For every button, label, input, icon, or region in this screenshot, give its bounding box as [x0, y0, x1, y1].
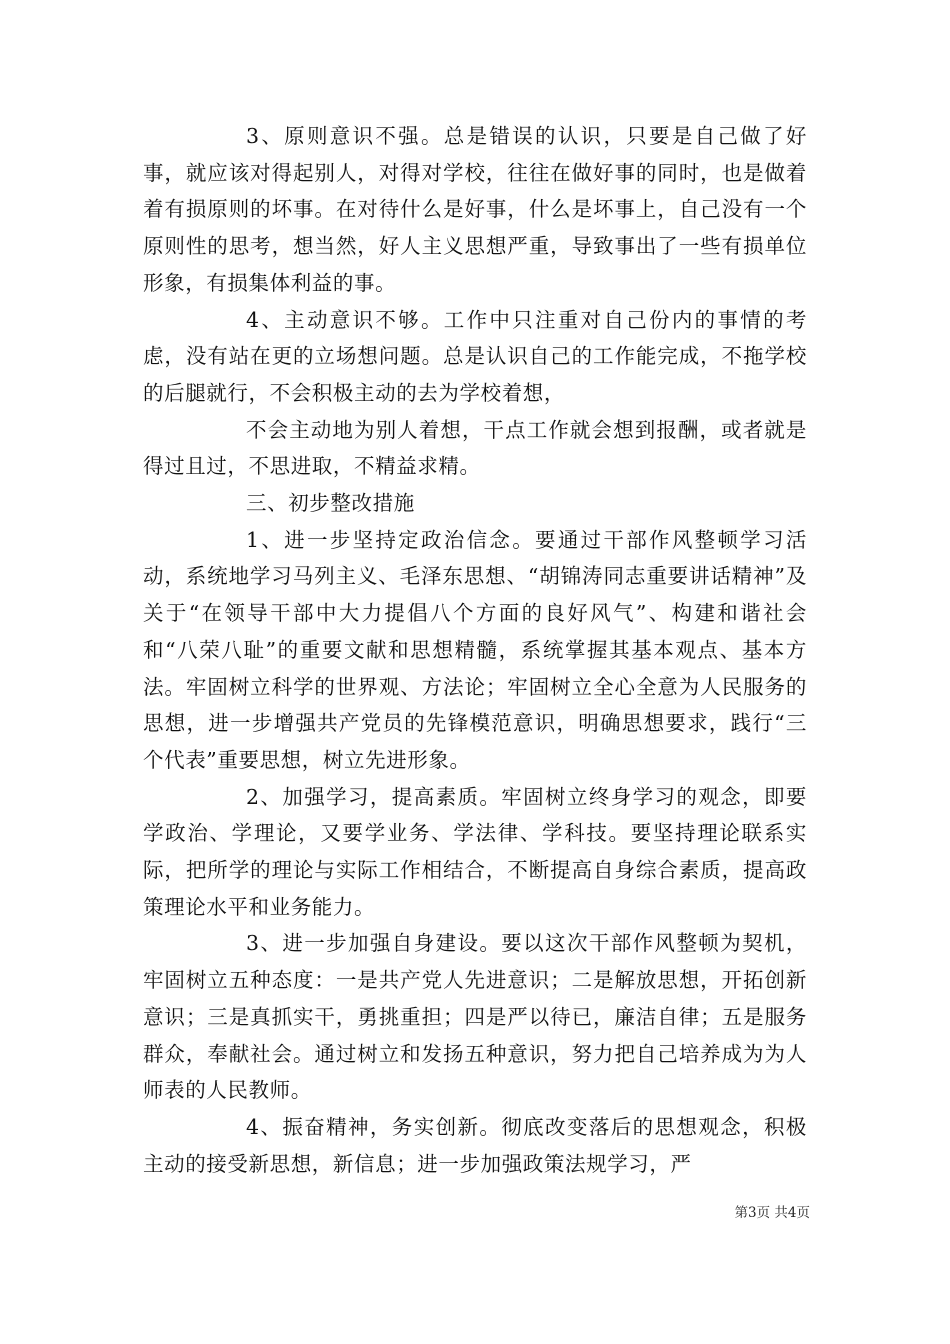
paragraph-self-construction: 3、进一步加强自身建设。要以这次干部作风整顿为契机，牢固树立五种态度：一是共产党人先进意识；二是解放思想，开拓创新意识；三是真抓实干，勇挑重担；四是严以待已，廉洁自律；五是服务群众，奉献社会。通过树立和发扬五种意识，努力把自己培养成为为人师表的人民教师。 [143, 931, 807, 1103]
page-number-footer: 第3页 共4页 [734, 1205, 810, 1221]
section-heading-rectification: 三、初步整改措施 [246, 491, 415, 516]
paragraph-principle-awareness: 3、原则意识不强。总是错误的认识，只要是自己做了好事，就应该对得起别人，对得对学校，往往在做好事的同时，也是做着着有损原则的坏事。在对待什么是好事，什么是坏事上，自己没有一个原则性的思考，想当然，好人主义思想严重，导致事出了一些有损单位形象，有损集体利益的事。 [143, 124, 807, 295]
document-body [143, 118, 807, 1182]
paragraph-innovation: 4、振奋精神，务实创新。彻底改变落后的思想观念，积极主动的接受新思想，新信息；进一步加强政策法规学习，严 [143, 1114, 807, 1176]
paragraph-strengthen-study: 2、加强学习，提高素质。牢固树立终身学习的观念，即要学政治、学理论，又要学业务、学法律、学科技。要坚持理论联系实际，把所学的理论与实际工作相结合，不断提高自身综合素质，提高政策理论水平和业务能力。 [143, 784, 807, 919]
paragraph-initiative-continued: 不会主动地为别人着想，干点工作就会想到报酬，或者就是得过且过，不思进取，不精益求精。 [143, 417, 807, 479]
paragraph-political-belief: 1、进一步坚持定政治信念。要通过干部作风整顿学习活动，系统地学习马列主义、毛泽东思想、“胡锦涛同志重要讲话精神”及关于“在领导干部中大力提倡八个方面的良好风气”、构建和谐社会和“八荣八耻”的重要文献和思想精髓，系统掌握其基本观点、基本方法。牢固树立科学的世界观、方法论；牢固树立全心全意为人民服务的思想，进一步增强共产党员的先锋模范意识，明确思想要求，践行“三个代表”重要思想，树立先进形象。 [143, 527, 807, 772]
paragraph-initiative-awareness: 4、主动意识不够。工作中只注重对自己份内的事情的考虑，没有站在更的立场想问题。总是认识自己的工作能完成，不拖学校的后腿就行，不会积极主动的去为学校着想， [143, 307, 807, 405]
